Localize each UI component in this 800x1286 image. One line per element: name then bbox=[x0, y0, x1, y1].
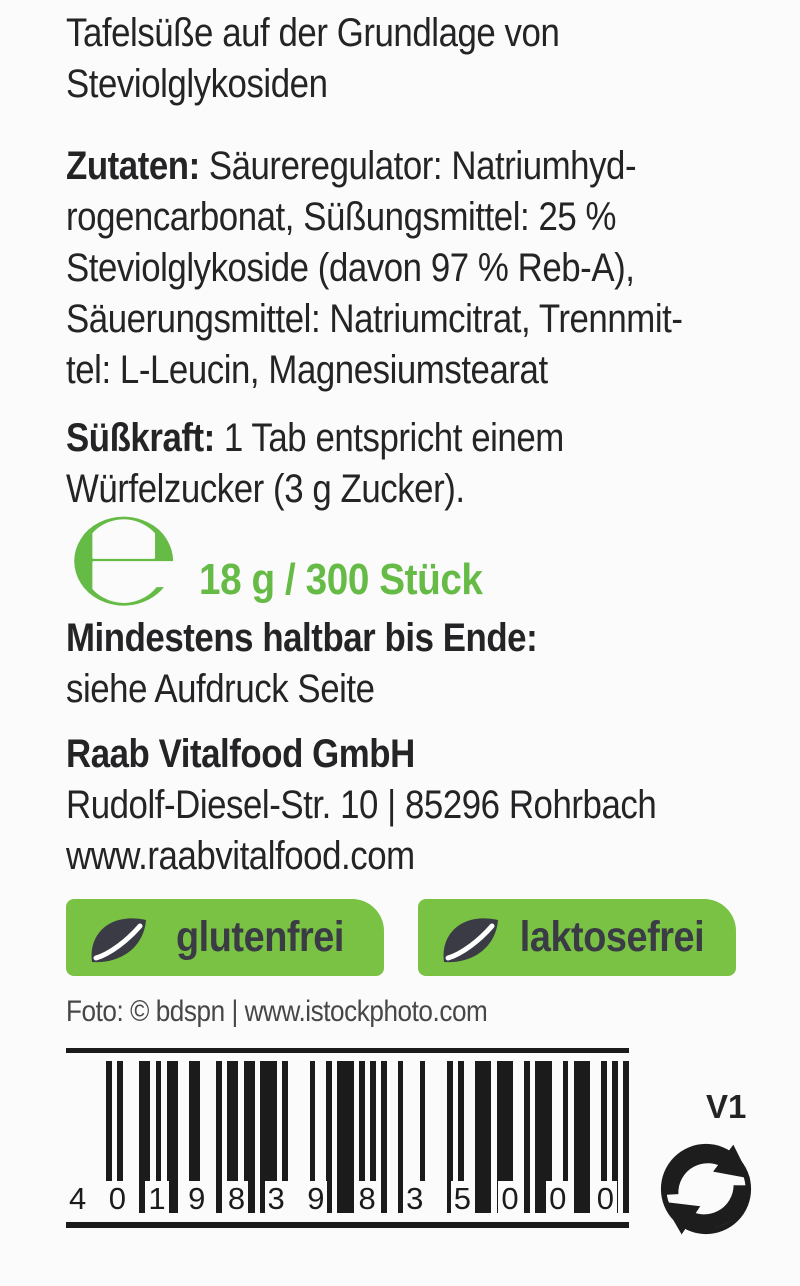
ingredients-line-5: tel: L-Leucin, Magnesiumstearat bbox=[66, 348, 548, 392]
manufacturer-section bbox=[66, 729, 656, 882]
barcode-digits-right bbox=[356, 1181, 618, 1216]
product-description-line-2: Steviolglykosiden bbox=[66, 62, 328, 106]
manufacturer-address: Rudolf-Diesel-Str. 10 | 85296 Rohrbach bbox=[66, 783, 657, 827]
best-before-section bbox=[66, 613, 537, 715]
barcode-top-rule bbox=[66, 1048, 629, 1053]
sweetness-line-1-text: 1 Tab entspricht einem bbox=[223, 416, 564, 460]
badge-laktosefrei-label: laktosefrei bbox=[519, 913, 705, 961]
ingredients-line-1-text: Säureregulator: Natriumhyd- bbox=[208, 144, 637, 188]
barcode-digit: 9 bbox=[304, 1181, 327, 1216]
barcode-digit: 3 bbox=[265, 1181, 288, 1216]
photo-credit: Foto: © bdspn | www.istockphoto.com bbox=[66, 995, 488, 1028]
net-quantity-text: 18 g / 300 Stück bbox=[199, 555, 483, 604]
ingredients-section bbox=[66, 141, 683, 396]
badge-glutenfrei bbox=[66, 899, 384, 976]
barcode-bottom-rule bbox=[66, 1222, 629, 1228]
barcode-digit: 4 bbox=[66, 1181, 89, 1216]
sweetness-heading: Süßkraft: bbox=[66, 416, 215, 460]
barcode-digit: 0 bbox=[594, 1181, 617, 1216]
barcode-digit: 0 bbox=[498, 1181, 521, 1216]
estimated-symbol-icon: ℮ bbox=[66, 479, 182, 636]
ingredients-heading: Zutaten: bbox=[66, 144, 200, 188]
barcode-digit: 3 bbox=[403, 1181, 426, 1216]
barcode-digit: 0 bbox=[546, 1181, 569, 1216]
barcode-digits bbox=[66, 1179, 617, 1216]
sweetness-line-2: Würfelzucker (3 g Zucker). bbox=[66, 467, 465, 511]
barcode-digit: 5 bbox=[451, 1181, 474, 1216]
product-description-line-1: Tafelsüße auf der Grundlage von bbox=[66, 11, 560, 55]
best-before-heading: Mindestens haltbar bis Ende: bbox=[66, 616, 538, 660]
barcode-digit: 8 bbox=[225, 1181, 248, 1216]
best-before-note: siehe Aufdruck Seite bbox=[66, 667, 375, 711]
diet-badges bbox=[66, 899, 770, 976]
barcode-digit: 1 bbox=[145, 1181, 168, 1216]
barcode bbox=[66, 1048, 629, 1228]
manufacturer-website: www.raabvitalfood.com bbox=[66, 834, 415, 878]
sweetness-line-1 bbox=[66, 413, 564, 464]
badge-glutenfrei-label: glutenfrei bbox=[176, 913, 344, 961]
manufacturer-name: Raab Vitalfood GmbH bbox=[66, 732, 415, 776]
barcode-digits-left bbox=[66, 1181, 328, 1216]
barcode-digit: 9 bbox=[185, 1181, 208, 1216]
green-dot-icon bbox=[660, 1143, 752, 1235]
version-code: V1 bbox=[706, 1088, 747, 1125]
badge-laktosefrei bbox=[418, 899, 736, 976]
ingredients-line-1 bbox=[66, 141, 683, 192]
ingredients-line-3: Steviolglykoside (davon 97 % Reb-A), bbox=[66, 246, 635, 290]
leaf-icon bbox=[438, 910, 502, 966]
ingredients-line-4: Säuerungsmittel: Natriumcitrat, Trennmit- bbox=[66, 297, 683, 341]
leaf-icon bbox=[86, 910, 150, 966]
barcode-digit: 8 bbox=[356, 1181, 379, 1216]
barcode-bars-area bbox=[66, 1061, 629, 1216]
ingredients-line-2: rogencarbonat, Süßungsmittel: 25 % bbox=[66, 195, 617, 239]
barcode-digit: 0 bbox=[106, 1181, 129, 1216]
product-description bbox=[66, 8, 559, 110]
